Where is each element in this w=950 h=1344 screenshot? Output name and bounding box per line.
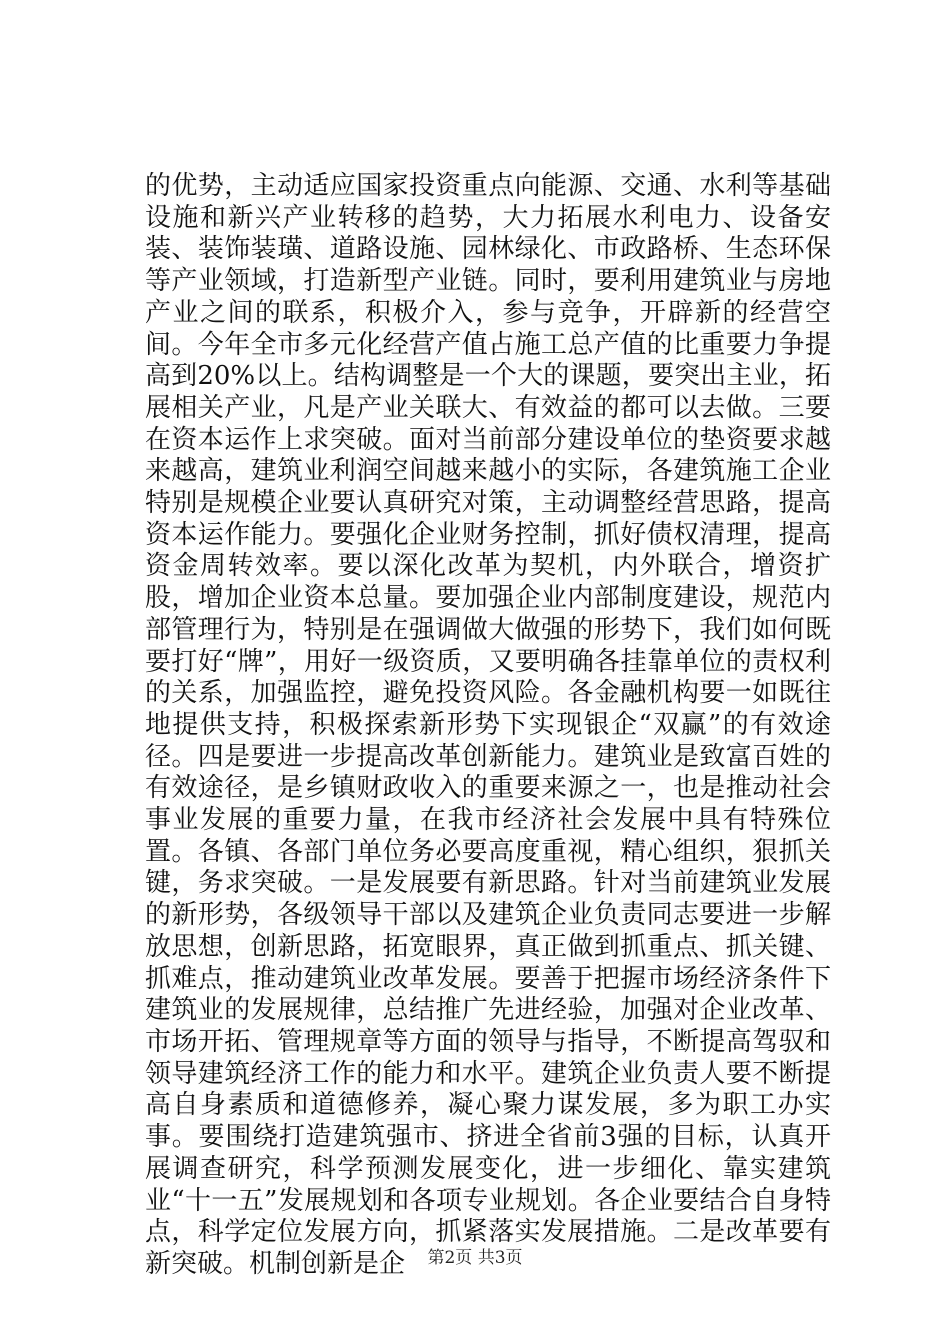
page-number-label: 第2页 共3页 — [427, 1248, 523, 1268]
page-footer — [0, 1243, 950, 1268]
document-body — [145, 171, 831, 1281]
body-paragraph: 的优势，主动适应国家投资重点向能源、交通、水利等基础设施和新兴产业转移的趋势，大力拓展水利电力、设备安装、装饰装璜、道路设施、园林绿化、市政路桥、生态环保等产业领域，打造新型产业链。同时，要利用建筑业与房地产业之间的联系，积极介入，参与竞争，开辟新的经营空间。今年全市多元化经营产值占施工总产值的比重要力争提高到20%以上。结构调整是一个大的课题，要突出主业，拓展相关产业，凡是产业关联大、有效益的都可以去做。三要在资本运作上求突破。面对当前部分建设单位的垫资要求越来越高，建筑业利润空间越来越小的实际，各建筑施工企业特别是规模企业要认真研究对策，主动调整经营思路，提高资本运作能力。要强化企业财务控制，抓好债权清理，提高资金周转效率。要以深化改革为契机，内外联合，增资扩股，增加企业资本总量。要加强企业内部制度建设，规范内部管理行为，特别是在强调做大做强的形势下，我们如何既要打好“牌”，用好一级资质，又要明确各挂靠单位的责权利的关系，加强监控，避免投资风险。各金融机构要一如既往地提供支持，积极探索新形势下实现银企“双赢”的有效途径。四是要进一步提高改革创新能力。建筑业是致富百姓的有效途径，是乡镇财政收入的重要来源之一，也是推动社会事业发展的重要力量，在我市经济社会发展中具有特殊位置。各镇、各部门单位务必要高度重视，精心组织，狠抓关键，务求突破。一是发展要有新思路。针对当前建筑业发展的新形势，各级领导干部以及建筑企业负责同志要进一步解放思想，创新思路，拓宽眼界，真正做到抓重点、抓关键、抓难点，推动建筑业改革发展。要善于把握市场经济条件下建筑业的发展规律，总结推广先进经验，加强对企业改革、市场开拓、管理规章等方面的领导与指导，不断提高驾驭和领导建筑经济工作的能力和水平。建筑企业负责人要不断提高自身素质和道德修养，凝心聚力谋发展，多为职工办实事。要围绕打造建筑强市、挤进全省前3强的目标，认真开展调查研究，科学预测发展变化，进一步细化、靠实建筑业“十一五”发展规划和各项专业规划。各企业要结合自身特点，科学定位发展方向，抓紧落实发展措施。二是改革要有新突破。机制创新是企 — [145, 171, 831, 1279]
